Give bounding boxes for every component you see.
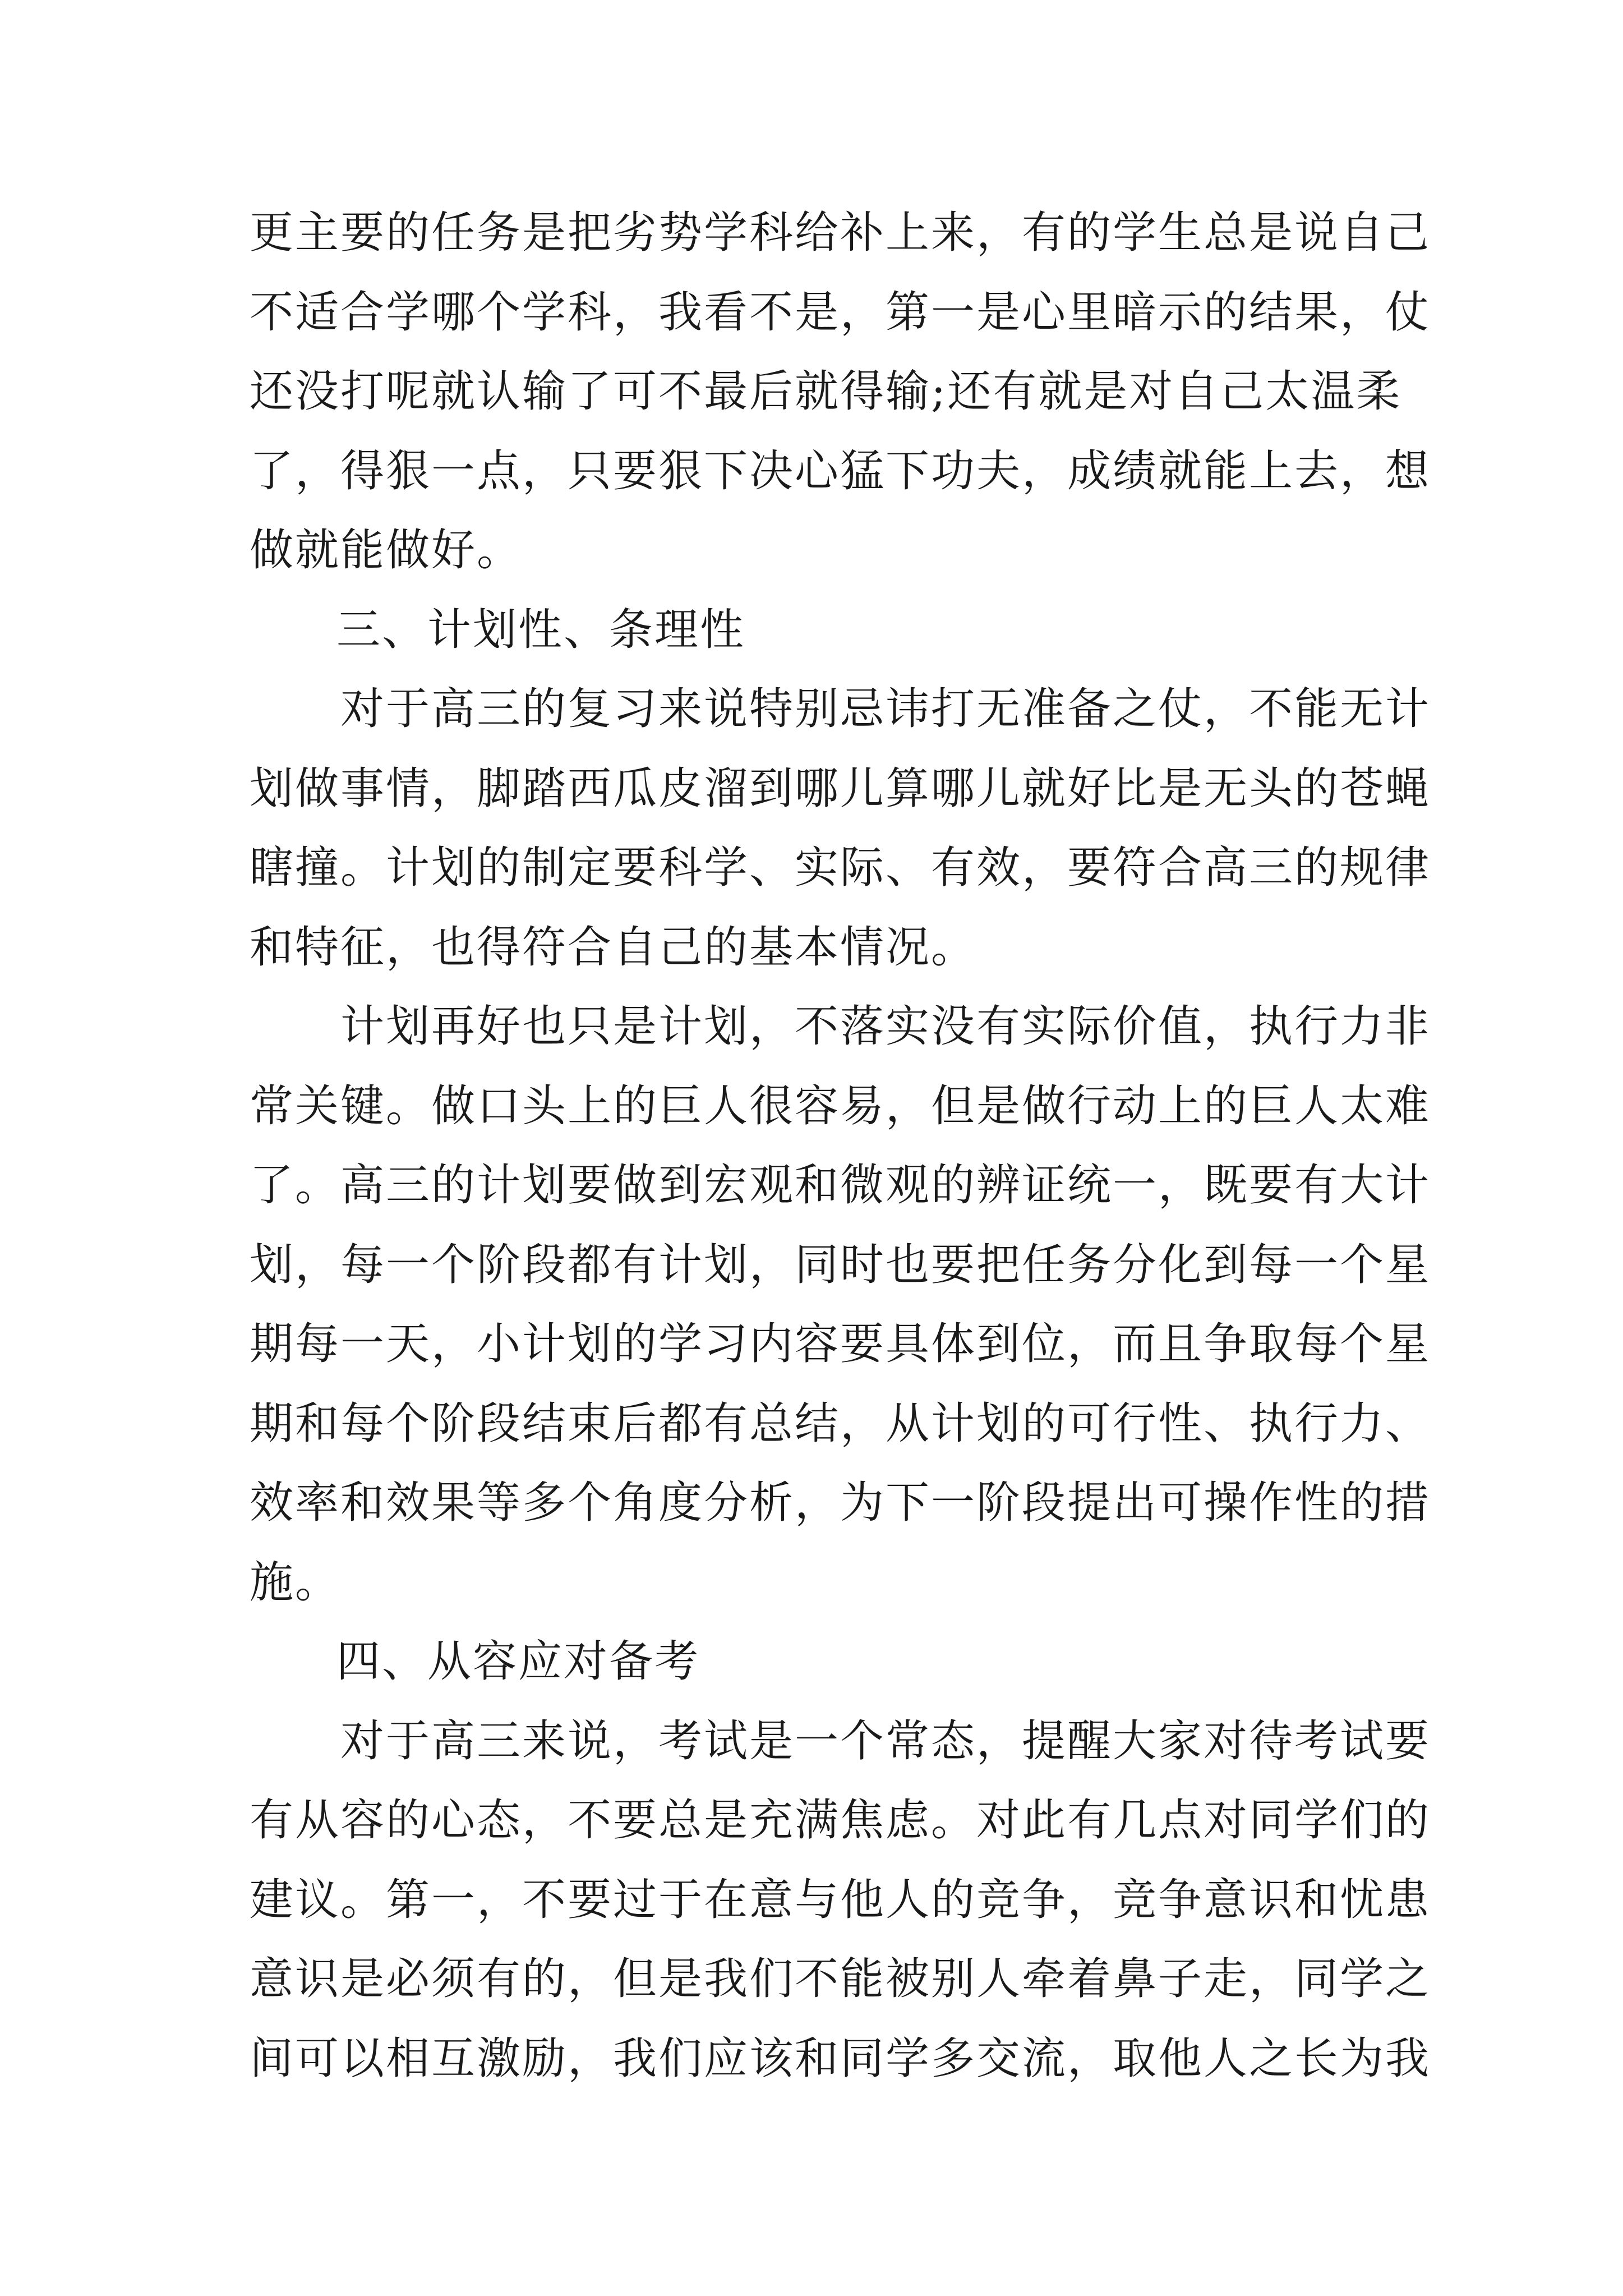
text-line: 建议。第一，不要过于在意与他人的竞争，竞争意识和忧患 [250, 1874, 1431, 1925]
text-line: 划，每一个阶段都有计划，同时也要把任务分化到每一个星 [250, 1239, 1431, 1290]
text-line: 对于高三的复习来说特别忌讳打无准备之仗，不能无计 [250, 684, 1431, 734]
text-line: 计划再好也只是计划，不落实没有实际价值，执行力非 [250, 1001, 1431, 1052]
text-line: 了，得狠一点，只要狠下决心猛下功夫，成绩就能上去，想 [250, 445, 1431, 496]
section-heading-3: 三、计划性、条理性 [336, 604, 746, 655]
section-heading-4: 四、从容应对备考 [336, 1636, 700, 1687]
text-line: 做就能做好。 [250, 525, 523, 576]
text-line: 有从容的心态，不要总是充满焦虑。对此有几点对同学们的 [250, 1795, 1431, 1846]
text-line: 对于高三来说，考试是一个常态，提醒大家对待考试要 [250, 1715, 1431, 1766]
document-body [250, 194, 1431, 2099]
text-line: 常关键。做口头上的巨人很容易，但是做行动上的巨人太难 [250, 1080, 1431, 1131]
text-line: 意识是必须有的，但是我们不能被别人牵着鼻子走，同学之 [250, 1954, 1431, 2004]
text-line: 了。高三的计划要做到宏观和微观的辨证统一，既要有大计 [250, 1160, 1431, 1211]
text-line: 期每一天，小计划的学习内容要具体到位，而且争取每个星 [250, 1319, 1431, 1369]
text-line: 和特征，也得符合自己的基本情况。 [250, 922, 977, 973]
text-line: 不适合学哪个学科，我看不是，第一是心里暗示的结果，仗 [250, 287, 1431, 338]
text-line: 期和每个阶段结束后都有总结，从计划的可行性、执行力、 [250, 1398, 1431, 1449]
text-line: 还没打呢就认输了可不最后就得输;还有就是对自己太温柔 [250, 366, 1402, 417]
text-line: 划做事情，脚踏西瓜皮溜到哪儿算哪儿就好比是无头的苍蝇 [250, 763, 1431, 814]
text-line: 更主要的任务是把劣势学科给补上来，有的学生总是说自己 [250, 208, 1431, 258]
text-line: 施。 [250, 1557, 341, 1608]
text-line: 瞎撞。计划的制定要科学、实际、有效，要符合高三的规律 [250, 843, 1431, 893]
text-line: 间可以相互激励，我们应该和同学多交流，取他人之长为我 [250, 2033, 1431, 2084]
text-line: 效率和效果等多个角度分析，为下一阶段提出可操作性的措 [250, 1478, 1431, 1528]
